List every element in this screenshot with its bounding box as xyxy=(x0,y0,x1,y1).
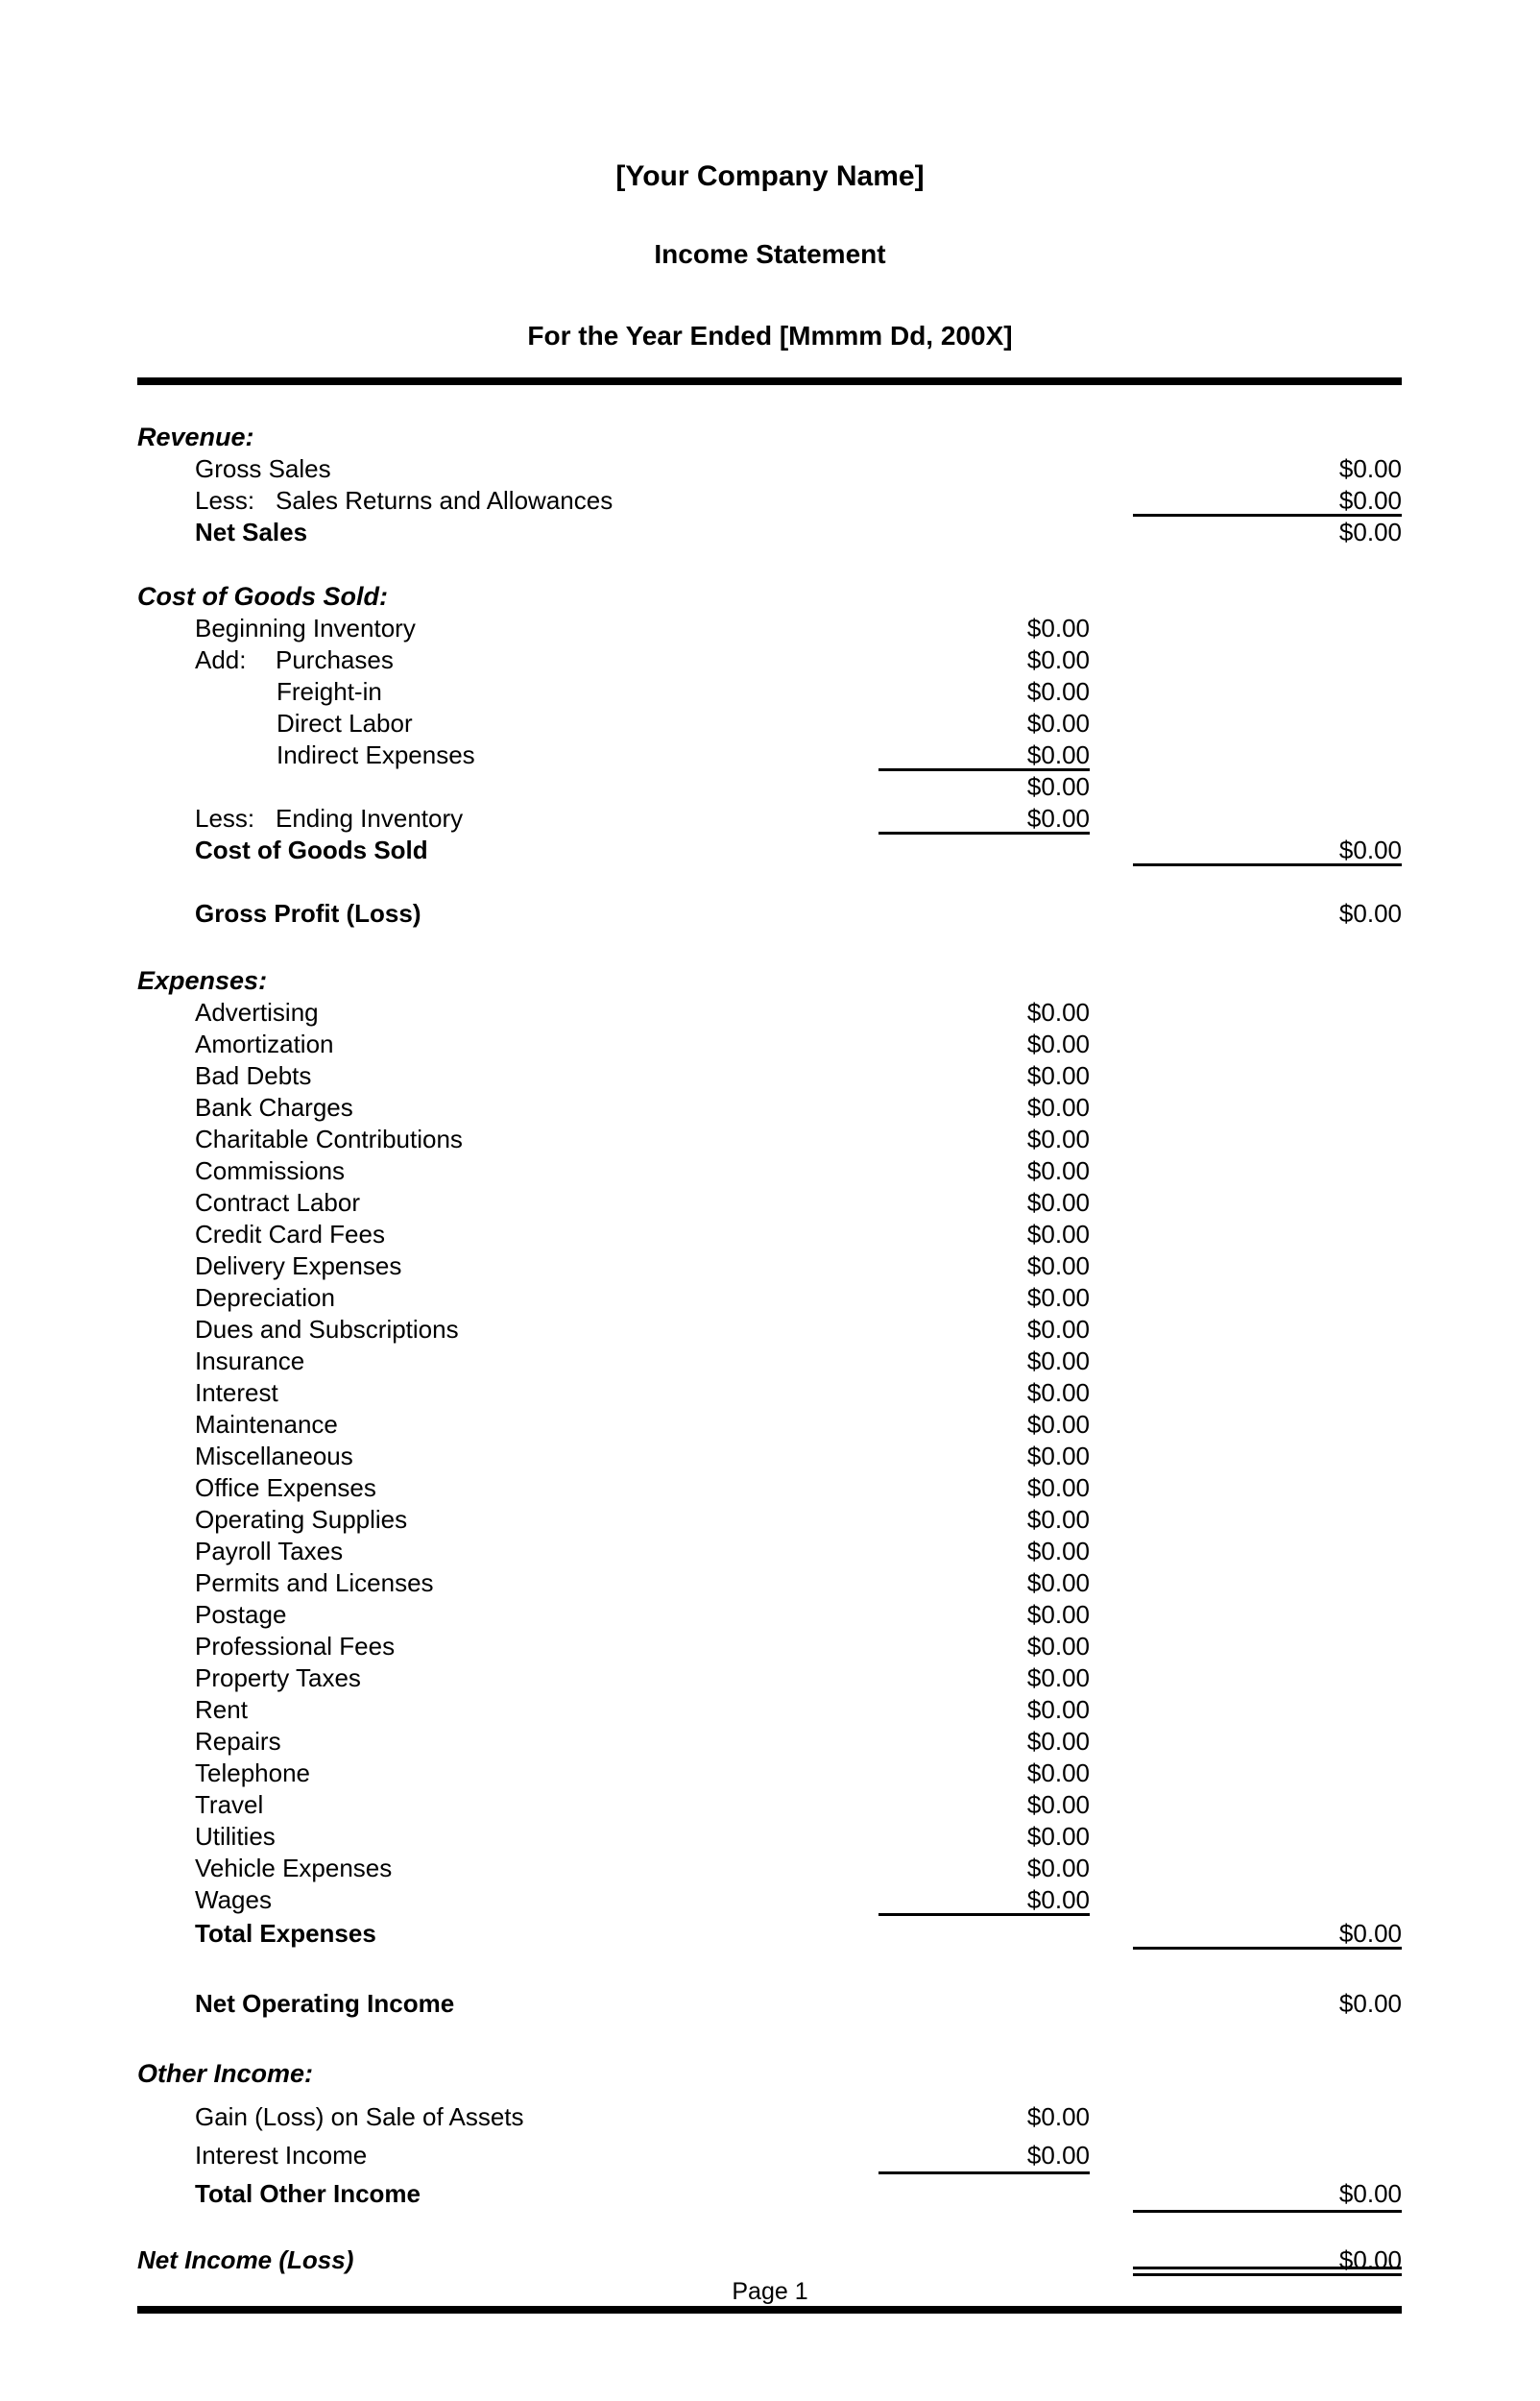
line-item-amount: $0.00 xyxy=(1133,485,1402,517)
section-heading-label: Other Income: xyxy=(137,2059,314,2088)
row-goods-available-subtotal xyxy=(137,771,1402,803)
row-indirect-expenses xyxy=(137,740,1402,771)
expense-label: Dues and Subscriptions xyxy=(195,1315,459,1344)
line-item-label: Freight-in xyxy=(277,677,382,706)
expense-row-utilities xyxy=(137,1821,1402,1853)
expense-label: Utilities xyxy=(195,1822,276,1851)
section-heading-expenses xyxy=(137,965,1402,997)
expense-amount: $0.00 xyxy=(878,1884,1090,1916)
expense-amount: $0.00 xyxy=(1026,1600,1090,1629)
expense-row-rent xyxy=(137,1694,1402,1726)
expense-amount: $0.00 xyxy=(1026,1156,1090,1185)
subtotal-label: Net Sales xyxy=(195,518,308,546)
line-item-amount: $0.00 xyxy=(1338,454,1402,483)
expense-amount: $0.00 xyxy=(1026,1188,1090,1217)
subtotal-label: Total Expenses xyxy=(195,1919,376,1948)
subtotal-amount: $0.00 xyxy=(1133,1918,1402,1950)
line-item-amount: $0.00 xyxy=(878,740,1090,771)
line-item-amount: $0.00 xyxy=(1026,614,1090,643)
expense-row-permits-and-licenses xyxy=(137,1567,1402,1599)
expense-amount: $0.00 xyxy=(1026,1378,1090,1407)
row-total-expenses xyxy=(137,1918,1402,1950)
row-net-income xyxy=(137,2244,1402,2276)
row-beginning-inventory xyxy=(137,613,1402,644)
expense-label: Payroll Taxes xyxy=(195,1537,344,1565)
expense-row-advertising xyxy=(137,997,1402,1029)
expense-amount: $0.00 xyxy=(1026,1727,1090,1756)
expense-label: Vehicle Expenses xyxy=(195,1854,393,1882)
subtotal-label: Cost of Goods Sold xyxy=(195,836,428,864)
expense-label: Maintenance xyxy=(195,1410,338,1439)
expense-amount: $0.00 xyxy=(1026,1061,1090,1090)
expense-amount: $0.00 xyxy=(1026,1854,1090,1882)
expense-row-bank-charges xyxy=(137,1092,1402,1124)
expense-row-payroll-taxes xyxy=(137,1536,1402,1567)
expense-amount: $0.00 xyxy=(1026,1251,1090,1280)
expense-label: Bank Charges xyxy=(195,1093,353,1122)
line-item-amount: $0.00 xyxy=(878,803,1090,835)
row-total-other-income xyxy=(137,2174,1402,2213)
subtotal-amount: $0.00 xyxy=(1133,2174,1402,2213)
header-rule xyxy=(137,377,1402,385)
less-prefix: Less: xyxy=(195,804,255,833)
line-item-amount: $0.00 xyxy=(1026,2102,1090,2131)
expense-amount: $0.00 xyxy=(1026,1473,1090,1502)
expense-row-commissions xyxy=(137,1155,1402,1187)
expense-label: Professional Fees xyxy=(195,1632,396,1661)
less-prefix: Less: xyxy=(195,486,255,515)
expense-label: Permits and Licenses xyxy=(195,1568,434,1597)
document-title: Income Statement xyxy=(654,239,886,269)
line-item-label xyxy=(137,803,878,835)
row-ending-inventory xyxy=(137,803,1402,835)
line-item-amount: $0.00 xyxy=(1026,677,1090,706)
expense-row-professional-fees xyxy=(137,1631,1402,1662)
expense-row-telephone xyxy=(137,1758,1402,1789)
line-item-amount: $0.00 xyxy=(878,2136,1090,2174)
row-gross-sales xyxy=(137,453,1402,485)
expense-row-vehicle-expenses xyxy=(137,1853,1402,1884)
line-item-label: Beginning Inventory xyxy=(195,614,416,643)
expense-label: Advertising xyxy=(195,998,319,1027)
expense-label: Interest xyxy=(195,1378,278,1407)
line-item-text: Ending Inventory xyxy=(276,804,464,833)
company-name: [Your Company Name] xyxy=(615,160,925,192)
expense-amount: $0.00 xyxy=(1026,1283,1090,1312)
subtotal-label: Net Operating Income xyxy=(195,1989,455,2018)
expense-label: Amortization xyxy=(195,1030,334,1058)
row-sales-returns xyxy=(137,485,1402,517)
expense-amount: $0.00 xyxy=(1026,1442,1090,1470)
expense-row-miscellaneous xyxy=(137,1441,1402,1472)
expense-amount: $0.00 xyxy=(1026,1315,1090,1344)
row-gain-on-sale xyxy=(137,2098,1402,2136)
expense-row-travel xyxy=(137,1789,1402,1821)
expense-amount: $0.00 xyxy=(1026,1505,1090,1534)
expense-amount: $0.00 xyxy=(1026,1093,1090,1122)
expense-label: Credit Card Fees xyxy=(195,1220,385,1249)
line-item-label xyxy=(137,771,878,803)
expense-row-wages xyxy=(137,1884,1402,1916)
expense-label: Telephone xyxy=(195,1758,310,1787)
section-heading-revenue xyxy=(137,422,1402,453)
row-freight-in xyxy=(137,676,1402,708)
expense-label: Office Expenses xyxy=(195,1473,376,1502)
expense-amount: $0.00 xyxy=(1026,1695,1090,1724)
expense-label: Miscellaneous xyxy=(195,1442,353,1470)
line-item-amount: $0.00 xyxy=(1026,709,1090,738)
expense-label: Delivery Expenses xyxy=(195,1251,402,1280)
expense-label: Contract Labor xyxy=(195,1188,360,1217)
expense-row-interest xyxy=(137,1377,1402,1409)
line-item-label: Gain (Loss) on Sale of Assets xyxy=(195,2102,524,2131)
expense-row-credit-card-fees xyxy=(137,1219,1402,1250)
section-heading-label: Revenue: xyxy=(137,423,254,451)
expense-amount: $0.00 xyxy=(1026,1758,1090,1787)
expense-amount: $0.00 xyxy=(1026,1410,1090,1439)
expense-row-dues-and-subscriptions xyxy=(137,1314,1402,1346)
expense-label: Repairs xyxy=(195,1727,281,1756)
subtotal-amount: $0.00 xyxy=(1338,1989,1402,2018)
expense-row-amortization xyxy=(137,1029,1402,1060)
expense-label: Insurance xyxy=(195,1346,305,1375)
page-number: Page 1 xyxy=(732,2278,808,2305)
expense-row-maintenance xyxy=(137,1409,1402,1441)
statement-body xyxy=(137,387,1402,2276)
line-item-label: Gross Sales xyxy=(195,454,331,483)
expense-label: Depreciation xyxy=(195,1283,335,1312)
expense-label: Commissions xyxy=(195,1156,346,1185)
row-cogs-total xyxy=(137,835,1402,866)
expense-row-property-taxes xyxy=(137,1662,1402,1694)
row-net-sales xyxy=(137,517,1402,548)
subtotal-amount: $0.00 xyxy=(1338,518,1402,546)
expense-row-delivery-expenses xyxy=(137,1250,1402,1282)
expense-row-operating-supplies xyxy=(137,1504,1402,1536)
line-item-label xyxy=(137,485,878,517)
expense-row-insurance xyxy=(137,1346,1402,1377)
expense-amount: $0.00 xyxy=(1026,1030,1090,1058)
expense-row-repairs xyxy=(137,1726,1402,1758)
expense-row-postage xyxy=(137,1599,1402,1631)
section-heading-label: Cost of Goods Sold: xyxy=(137,582,388,611)
expense-label: Wages xyxy=(195,1885,272,1914)
row-interest-income xyxy=(137,2136,1402,2174)
expense-amount: $0.00 xyxy=(1026,1537,1090,1565)
row-purchases xyxy=(137,644,1402,676)
section-heading-other-income xyxy=(137,2058,1402,2090)
period-line: For the Year Ended [Mmmm Dd, 200X] xyxy=(527,321,1013,351)
expense-label: Charitable Contributions xyxy=(195,1125,463,1153)
subtotal-amount: $0.00 xyxy=(1026,772,1090,801)
footer-rule xyxy=(137,2306,1402,2314)
expense-amount: $0.00 xyxy=(1026,1568,1090,1597)
subtotal-amount: $0.00 xyxy=(1133,835,1402,866)
expense-amount: $0.00 xyxy=(1026,1220,1090,1249)
expense-label: Property Taxes xyxy=(195,1663,361,1692)
row-direct-labor xyxy=(137,708,1402,740)
line-item-label xyxy=(137,644,878,676)
expense-row-charitable-contributions xyxy=(137,1124,1402,1155)
expense-row-depreciation xyxy=(137,1282,1402,1314)
expense-label: Rent xyxy=(195,1695,248,1724)
expense-amount: $0.00 xyxy=(1026,1790,1090,1819)
expense-amount: $0.00 xyxy=(1026,998,1090,1027)
expense-amount: $0.00 xyxy=(1026,1632,1090,1661)
subtotal-label: Gross Profit (Loss) xyxy=(195,899,421,928)
expense-row-bad-debts xyxy=(137,1060,1402,1092)
expense-amount: $0.00 xyxy=(1026,1663,1090,1692)
line-item-text: Purchases xyxy=(276,645,394,674)
total-label: Net Income (Loss) xyxy=(137,2245,354,2274)
expense-label: Operating Supplies xyxy=(195,1505,408,1534)
expense-amount: $0.00 xyxy=(1026,1346,1090,1375)
subtotal-amount: $0.00 xyxy=(1338,899,1402,928)
row-net-operating-income xyxy=(137,1988,1402,2020)
line-item-text: Sales Returns and Allowances xyxy=(276,486,614,515)
add-prefix: Add: xyxy=(195,645,247,674)
line-item-label: Indirect Expenses xyxy=(277,740,475,769)
expense-row-office-expenses xyxy=(137,1472,1402,1504)
expense-row-contract-labor xyxy=(137,1187,1402,1219)
section-heading-cogs xyxy=(137,581,1402,613)
line-item-amount: $0.00 xyxy=(1026,645,1090,674)
row-gross-profit xyxy=(137,898,1402,930)
section-heading-label: Expenses: xyxy=(137,966,268,995)
subtotal-label: Total Other Income xyxy=(195,2179,421,2208)
expense-label: Postage xyxy=(195,1600,287,1629)
expense-label: Travel xyxy=(195,1790,264,1819)
total-amount: $0.00 xyxy=(1133,2244,1402,2276)
line-item-label: Direct Labor xyxy=(277,709,413,738)
expense-amount: $0.00 xyxy=(1026,1822,1090,1851)
line-item-label: Interest Income xyxy=(195,2141,368,2170)
expense-amount: $0.00 xyxy=(1026,1125,1090,1153)
expense-label: Bad Debts xyxy=(195,1061,312,1090)
